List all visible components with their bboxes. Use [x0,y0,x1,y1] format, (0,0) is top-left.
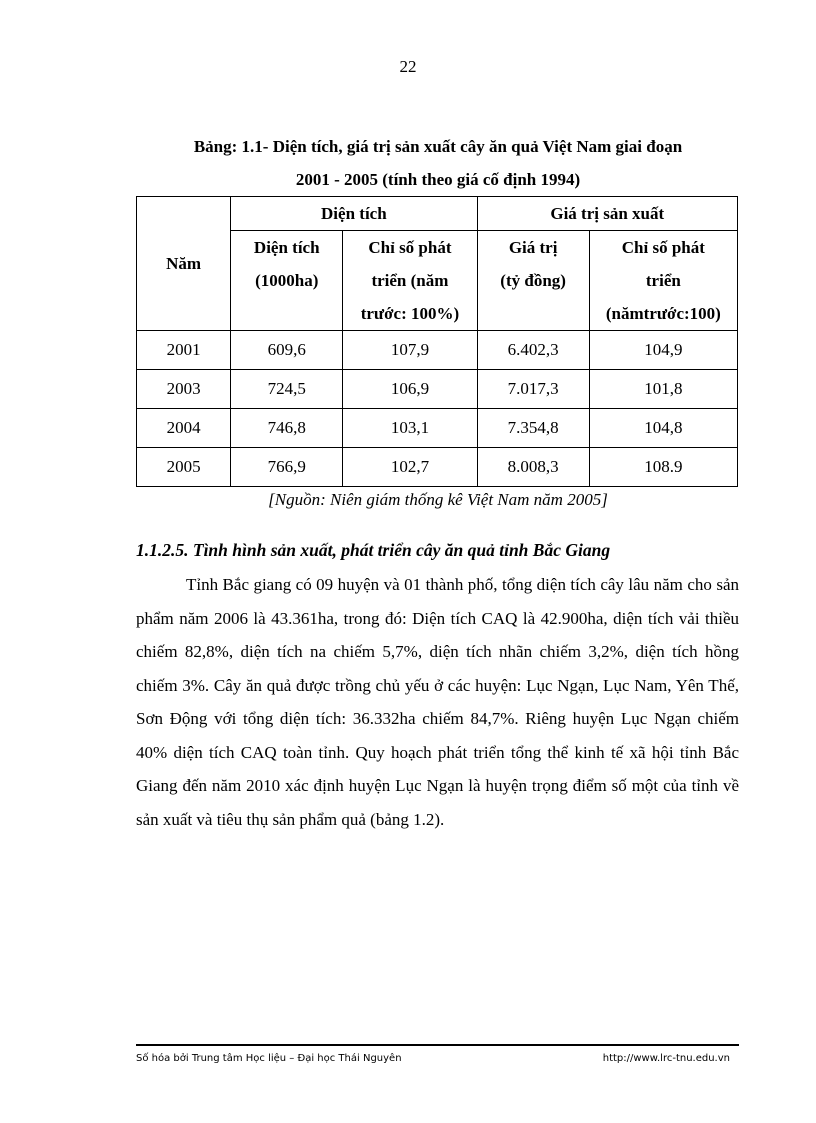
footer-divider [136,1044,739,1046]
cell-year: 2005 [137,448,231,487]
cell-area-index: 106,9 [343,370,477,409]
table-row [137,370,738,409]
data-table [136,196,738,487]
cell-area-index: 107,9 [343,331,477,370]
header-area-index-line: trước: 100%) [360,304,460,323]
table-title-line-2: 2001 - 2005 (tính theo giá cố định 1994) [295,170,581,189]
cell-year: 2001 [137,331,231,370]
body-paragraph: Tỉnh Bắc giang có 09 huyện và 01 thành phố, tổng diện tích cây lâu năm cho sản phẩm năm 2006 là 43.361ha, trong đó: Diện tích CAQ là 42.900ha, diện tích vải thiều chiếm 82,8%, diện tích na chiếm 5,7%, diện tích nhãn chiếm 3,2%, diện tích hồng chiếm 3%. Cây ăn quả được trồng chủ yếu ở các huyện: Lục Ngạn, Lục Nam, Yên Thế, Sơn Động với tổng diện tích: 36.332ha chiếm 84,7%. Riêng huyện Lục Ngạn chiếm 40% diện tích CAQ toàn tỉnh. Quy hoạch phát triển tổng thể kinh tế xã hội tỉnh Bắc Giang đến năm 2010 xác định huyện Lục Ngạn là huyện trọng điểm số một của tỉnh về sản xuất và tiêu thụ sản phẩm quả (bảng 1.2). [136,575,739,829]
section-heading: 1.1.2.5. Tình hình sản xuất, phát triển cây ăn quả tỉnh Bắc Giang [136,540,611,560]
table-source: [Nguồn: Niên giám thống kê Việt Nam năm 2005] [268,490,608,509]
header-year: Năm [137,197,231,331]
header-value-index [589,231,737,331]
header-area-line: (1000ha) [255,271,319,290]
header-area-group: Diện tích [231,197,477,231]
header-value-line [478,297,589,330]
header-area-line: Diện tích [253,238,320,257]
cell-area-index: 103,1 [343,409,477,448]
table-title [136,130,740,196]
table-row [137,448,738,487]
cell-area: 724,5 [231,370,343,409]
header-value-line: Giá trị [508,238,558,257]
page-number: 22 [399,57,417,76]
cell-value-index: 101,8 [589,370,737,409]
cell-year: 2004 [137,409,231,448]
cell-value: 8.008,3 [477,448,589,487]
header-value-index-line: Chỉ số phát [621,238,705,257]
header-value-index-line: triển [645,271,681,290]
header-value-group: Giá trị sản xuất [477,197,737,231]
cell-year: 2003 [137,370,231,409]
header-area-index [343,231,477,331]
header-value [477,231,589,331]
cell-area-index: 102,7 [343,448,477,487]
footer-url: http://www.lrc-tnu.edu.vn [602,1053,730,1064]
cell-area: 746,8 [231,409,343,448]
header-area-index-line: Chỉ số phát [368,238,452,257]
header-area-line [231,297,342,330]
table-title-line-1: Bảng: 1.1- Diện tích, giá trị sản xuất cây ăn quả Việt Nam giai đoạn [193,137,683,156]
cell-value: 7.354,8 [477,409,589,448]
header-value-line: (tỷ đồng) [500,271,566,290]
cell-area: 766,9 [231,448,343,487]
cell-area: 609,6 [231,331,343,370]
footer-credit: Số hóa bởi Trung tâm Học liệu – Đại học Thái Nguyên [136,1053,402,1064]
cell-value-index: 104,9 [589,331,737,370]
header-area-index-line: triển (năm [371,271,449,290]
cell-value-index: 108.9 [589,448,737,487]
cell-value: 6.402,3 [477,331,589,370]
header-area [231,231,343,331]
table-header-row-1 [137,197,738,231]
header-value-index-line: (nămtrước:100) [605,304,721,323]
table-row [137,409,738,448]
cell-value: 7.017,3 [477,370,589,409]
table-row [137,331,738,370]
cell-value-index: 104,8 [589,409,737,448]
